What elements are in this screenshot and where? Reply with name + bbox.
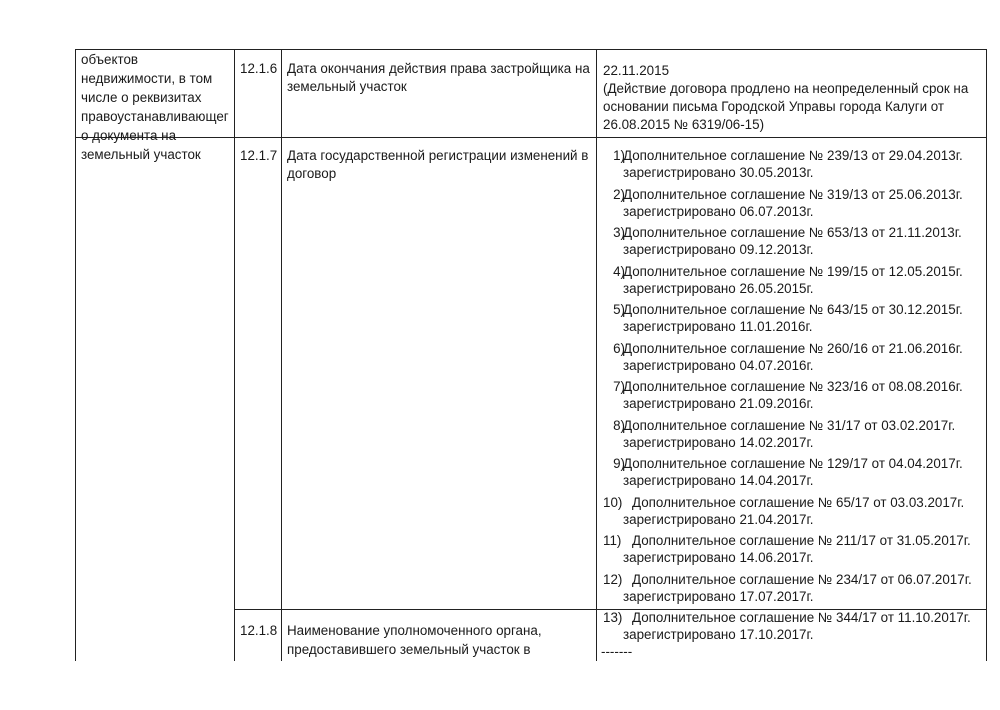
agreement-number: 13): [603, 610, 623, 625]
row-label-line: Дата окончания действия права застройщика на: [287, 61, 590, 76]
agreements-list: [603, 147, 983, 648]
agreement-text: Дополнительное соглашение № 643/15 от 30.12.2015г.: [623, 302, 963, 317]
agreement-registration: зарегистрировано 26.05.2015г.: [623, 280, 814, 296]
agreement-item: [603, 147, 983, 186]
agreement-text: Дополнительное соглашение № 344/17 от 11.10.2017г.: [632, 610, 971, 625]
agreement-number: 1): [613, 148, 625, 163]
agreement-item: [603, 263, 983, 302]
agreement-text: Дополнительное соглашение № 319/13 от 25.06.2013г.: [623, 186, 963, 202]
agreement-registration: зарегистрировано 09.12.2013г.: [623, 242, 814, 257]
agreement-number: 10): [603, 494, 623, 510]
agreement-item: [603, 340, 983, 379]
agreement-item: [603, 455, 983, 494]
row-number: 12.1.6: [240, 61, 278, 76]
row-label-line: предоставившего земельный участок в: [287, 642, 531, 657]
left-column-line: о документа на: [81, 128, 177, 143]
agreement-text: Дополнительное соглашение № 653/13 от 21.11.2013г.: [623, 225, 962, 240]
row-value-line: основании письма Городской Управы города Калуги от: [603, 99, 945, 114]
agreement-text: Дополнительное соглашение № 65/17 от 03.03.2017г.: [632, 494, 965, 510]
agreement-item: [603, 609, 983, 648]
table-border-right: [986, 49, 987, 661]
row-value: -------: [601, 644, 633, 659]
agreement-text: Дополнительное соглашение № 31/17 от 03.02.2017г.: [623, 417, 956, 433]
left-column-line: правоустанавливающег: [81, 109, 229, 124]
row-divider-1: [75, 137, 986, 138]
agreement-number: 2): [613, 186, 625, 202]
left-column-line: объектов: [81, 52, 139, 67]
agreement-registration: зарегистрировано 06.07.2013г.: [623, 203, 814, 219]
agreement-registration: зарегистрировано 21.04.2017г.: [623, 511, 814, 527]
row-number: 12.1.8: [240, 623, 278, 638]
row-label-line: Дата государственной регистрации изменений в: [287, 148, 589, 163]
agreement-item: [603, 532, 983, 571]
table-border-top: [75, 49, 986, 50]
agreement-number: 11): [603, 533, 622, 548]
agreement-number: 6): [613, 340, 625, 356]
agreement-registration: зарегистрировано 14.06.2017г.: [623, 550, 814, 565]
agreement-number: 4): [613, 263, 625, 279]
row-value-line: (Действие договора продлено на неопределенный срок на: [603, 81, 969, 96]
agreement-number: 8): [613, 417, 625, 433]
row-label-line: земельный участок: [287, 79, 407, 94]
agreement-registration: зарегистрировано 17.10.2017г.: [623, 627, 814, 642]
agreement-text: Дополнительное соглашение № 211/17 от 31.05.2017г.: [632, 533, 971, 548]
agreement-text: Дополнительное соглашение № 234/17 от 06.07.2017г.: [632, 571, 972, 587]
table-border-left: [75, 49, 76, 661]
agreement-item: [603, 224, 983, 263]
agreement-registration: зарегистрировано 14.02.2017г.: [623, 434, 814, 450]
agreement-item: [603, 494, 983, 533]
row-label-line: договор: [287, 166, 337, 181]
column-divider-1: [234, 49, 235, 661]
agreement-item: [603, 378, 983, 417]
agreement-item: [603, 301, 983, 340]
agreement-registration: зарегистрировано 21.09.2016г.: [623, 396, 814, 411]
row-number: 12.1.7: [240, 148, 278, 163]
column-divider-3: [596, 49, 597, 661]
agreement-registration: зарегистрировано 30.05.2013г.: [623, 165, 814, 180]
agreement-registration: зарегистрировано 14.04.2017г.: [623, 473, 814, 488]
agreement-item: [603, 571, 983, 610]
agreement-number: 5): [613, 302, 625, 317]
agreement-text: Дополнительное соглашение № 199/15 от 12.05.2015г.: [623, 263, 963, 279]
agreement-item: [603, 186, 983, 225]
agreement-text: Дополнительное соглашение № 239/13 от 29.04.2013г.: [623, 148, 963, 163]
left-column-line: числе о реквизитах: [81, 90, 202, 105]
agreement-number: 3): [613, 225, 625, 240]
agreement-text: Дополнительное соглашение № 323/16 от 08.08.2016г.: [623, 379, 963, 394]
left-column-line: недвижимости, в том: [81, 71, 213, 86]
agreement-registration: зарегистрировано 11.01.2016г.: [623, 319, 813, 334]
row-value-line: 26.08.2015 № 6319/06-15): [603, 117, 765, 132]
row-label-line: Наименование уполномоченного органа,: [287, 623, 542, 638]
agreement-number: 9): [613, 456, 625, 471]
agreement-registration: зарегистрировано 04.07.2016г.: [623, 357, 814, 373]
column-divider-2: [281, 49, 282, 661]
row-value-line: 22.11.2015: [603, 63, 670, 78]
agreement-registration: зарегистрировано 17.07.2017г.: [623, 588, 814, 604]
agreement-text: Дополнительное соглашение № 129/17 от 04.04.2017г.: [623, 456, 963, 471]
agreement-number: 12): [603, 571, 623, 587]
left-column-line: земельный участок: [81, 147, 201, 162]
agreement-number: 7): [613, 379, 625, 394]
agreement-item: [603, 417, 983, 456]
agreement-text: Дополнительное соглашение № 260/16 от 21.06.2016г.: [623, 340, 963, 356]
